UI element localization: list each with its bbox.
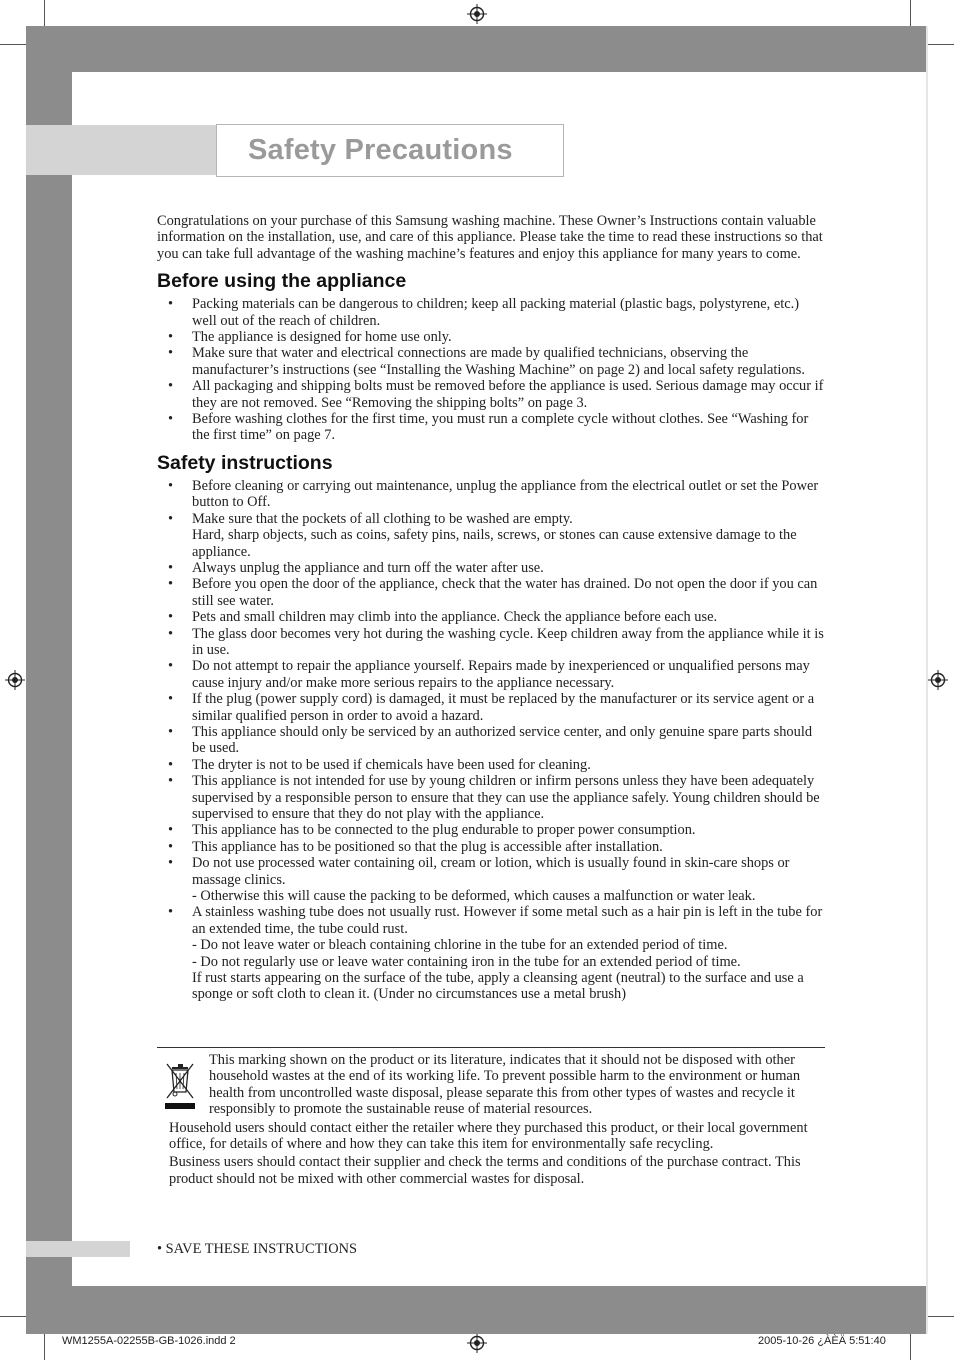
crop-mark [0, 44, 26, 45]
registration-mark-icon [467, 1333, 487, 1353]
safety-instructions-list [157, 478, 825, 1003]
bullet-icon: • [168, 576, 174, 593]
list-item [157, 329, 825, 345]
bullet-icon: • [168, 345, 174, 362]
bullet-icon: • [168, 609, 174, 626]
list-item [157, 904, 825, 1002]
list-item-text: The appliance is designed for home use only. [192, 329, 452, 346]
list-item [157, 296, 825, 329]
list-item-text: This appliance has to be connected to the plug endurable to proper power consumption. [192, 822, 696, 839]
list-item [157, 626, 825, 659]
bullet-icon: • [168, 773, 174, 790]
main-content [157, 213, 825, 1003]
list-item [157, 560, 825, 576]
list-item [157, 576, 825, 609]
list-item-text: Before you open the door of the appliance, check that the water has drained. Do not open the door if you can still see water. [192, 576, 818, 609]
list-item [157, 839, 825, 855]
bullet-icon: • [168, 904, 174, 921]
registration-mark-icon [928, 670, 948, 690]
bullet-icon: • [168, 838, 174, 855]
list-item-text: A stainless washing tube does not usually rust. However if some metal such as a hair pin is left in the tube for an extended time, the tube could rust. [192, 904, 823, 937]
bullet-icon: • [168, 855, 174, 872]
bullet-icon: • [168, 625, 174, 642]
bullet-icon: • [168, 723, 174, 740]
list-item-text: The glass door becomes very hot during the washing cycle. Keep children away from the appliance while it is in use. [192, 625, 824, 658]
list-item-text: Before cleaning or carrying out maintenance, unplug the appliance from the electrical outlet or set the Power button to Off. [192, 477, 819, 511]
bullet-icon: • [168, 329, 174, 346]
bullet-icon: • [168, 296, 174, 313]
page-frame-right [926, 26, 928, 1334]
title-band [26, 125, 217, 175]
disposal-marking-text: This marking shown on the product or its literature, indicates that it should not be disposed with other household wastes at the end of its working life. To prevent possible harm to the environment or human health from uncontrolled waste disposal, please separate this from other types of wastes and recycle it responsibly to promote the sustainable reuse of material resources. [209, 1052, 801, 1118]
crop-mark [928, 1316, 954, 1317]
list-item [157, 411, 825, 444]
bullet-icon: • [168, 510, 174, 527]
list-item-text: The dryter is not to be used if chemicals have been used for cleaning. [192, 756, 591, 773]
business-users-text: Business users should contact their supplier and check the terms and conditions of the purchase contract. This product should not be mixed with other commercial wastes for disposal. [169, 1154, 801, 1187]
bullet-icon: • [168, 411, 174, 428]
list-item [157, 822, 825, 838]
page-frame-bottom [26, 1286, 928, 1334]
list-item-text: Hard, sharp objects, such as coins, safety pins, nails, screws, or stones can cause extensive damage to the appliance. [192, 527, 797, 560]
list-item [157, 511, 825, 560]
list-item-text: Before washing clothes for the first time, you must run a complete cycle without clothes. See “Washing for the first time” on page 7. [192, 411, 809, 444]
list-item-text: This appliance is not intended for use by young children or infirm persons unless they have been adequately supervised by a responsible person to ensure that they can use the appliance safely. Young children should be supervised to ensure that they do not play with the appliance. [192, 773, 820, 822]
list-item-text: - Otherwise this will cause the packing to be deformed, which causes a malfunction or water leak. [192, 888, 756, 905]
page-frame-top [26, 26, 928, 72]
bullet-icon: • [168, 691, 174, 708]
crop-mark [928, 44, 954, 45]
save-instructions: • SAVE THESE INSTRUCTIONS [157, 1241, 357, 1257]
list-item [157, 724, 825, 757]
safety-instructions-heading: Safety instructions [157, 451, 333, 474]
list-item [157, 378, 825, 411]
list-item [157, 658, 825, 691]
page-frame-left [26, 26, 72, 1334]
list-item-text: If the plug (power supply cord) is damaged, it must be replaced by the manufacturer or its service agent or a similar qualified person in order to avoid a hazard. [192, 691, 815, 724]
list-item-text: Make sure that the pockets of all clothing to be washed are empty. [192, 510, 573, 527]
list-item-text: - Do not leave water or bleach containing chlorine in the tube for an extended period of time. [192, 937, 728, 954]
household-users-text: Household users should contact either the retailer where they purchased this product, or their local government office, for details of where and how they can take this item for environmentally safe recycling. [169, 1119, 808, 1153]
list-item-text: All packaging and shipping bolts must be removed before the appliance is used. Serious damage may occur if they are not removed. See “Removing the shipping bolts” on page 3. [192, 378, 824, 411]
list-item-text: Packing materials can be dangerous to children; keep all packing material (plastic bags, polystyrene, etc.) well out of the reach of children. [192, 296, 799, 329]
save-band [26, 1241, 130, 1257]
bullet-icon: • [168, 756, 174, 773]
registration-mark-icon [467, 4, 487, 24]
bullet-icon: • [168, 658, 174, 675]
bullet-icon: • [168, 477, 174, 494]
before-using-heading: Before using the appliance [157, 270, 407, 293]
list-item-text: This appliance has to be positioned so that the plug is accessible after installation. [192, 838, 663, 855]
before-using-list [157, 296, 825, 444]
weee-row [157, 1052, 825, 1118]
crop-mark [0, 1316, 26, 1317]
intro-paragraph: Congratulations on your purchase of this Samsung washing machine. These Owner’s Instructions contain valuable information on the installation, use, and care of this appliance. Please take the time to read these instructions so that you can take full advantage of the washing machine’s features and enjoy this appliance for many years to come. [157, 213, 823, 262]
list-item-text: If rust starts appearing on the surface of the tube, apply a cleansing agent (neutral) to the surface and use a sponge or soft cloth to clean it. (Under no circumstances use a metal brush) [192, 970, 804, 1003]
list-item-text: Do not use processed water containing oil, cream or lotion, which is usually found in skin-care shops or massage clinics. [192, 855, 790, 888]
disposal-section [157, 1047, 825, 1187]
list-item [157, 855, 825, 904]
list-item [157, 345, 825, 378]
list-item [157, 609, 825, 625]
list-item [157, 757, 825, 773]
list-item-text: Make sure that water and electrical connections are made by qualified technicians, observing the manufacturer’s instructions (see “Installing the Washing Machine” on page 2) and local safety regulations. [192, 345, 805, 378]
list-item-text: - Do not regularly use or leave water containing iron in the tube for an extended period of time. [192, 953, 741, 970]
list-item [157, 478, 825, 511]
crossed-out-wheelie-bin-icon [163, 1060, 203, 1118]
bullet-icon: • [168, 822, 174, 839]
bullet-icon: • [168, 378, 174, 395]
disposal-instructions [157, 1120, 825, 1188]
list-item-text: Do not attempt to repair the appliance yourself. Repairs made by inexperienced or unqualified persons may cause injury and/or make more serious repairs to the appliance necessary. [192, 658, 810, 691]
footer-filename: WM1255A-02255B-GB-1026.indd 2 [62, 1335, 236, 1347]
page-title: Safety Precautions [248, 134, 513, 166]
list-item-text: Always unplug the appliance and turn off the water after use. [192, 559, 544, 576]
list-item [157, 691, 825, 724]
list-item-text: This appliance should only be serviced by an authorized service center, and only genuine spare parts should be used. [192, 723, 813, 757]
list-item [157, 773, 825, 822]
list-item-text: Pets and small children may climb into the appliance. Check the appliance before each use. [192, 609, 718, 626]
registration-mark-icon [5, 670, 25, 690]
bullet-icon: • [168, 559, 174, 576]
footer-datetime: 2005-10-26 ¿ÀÈÄ 5:51:40 [758, 1335, 886, 1347]
